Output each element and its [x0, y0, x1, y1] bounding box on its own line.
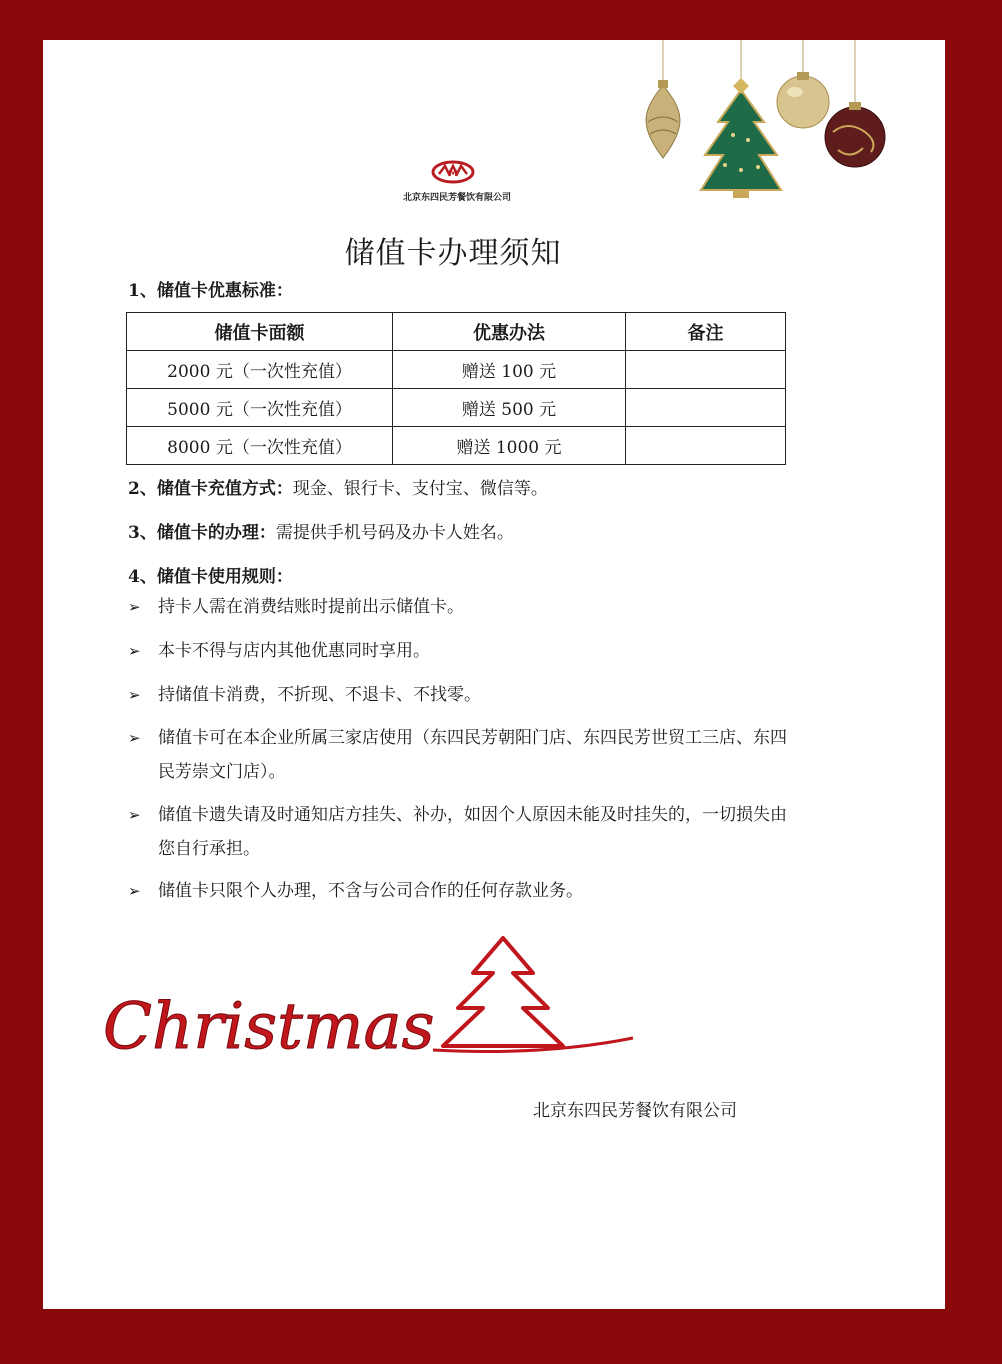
- section-2-text: 现金、银行卡、支付宝、微信等。: [292, 479, 548, 499]
- section-1-heading: 1、储值卡优惠标准：: [128, 281, 293, 301]
- amount-cell: 2000 元（一次性充值）: [127, 351, 393, 389]
- list-item: [128, 590, 788, 624]
- arrow-bullet-icon: ➢: [128, 642, 141, 660]
- amount-cell: 5000 元（一次性充值）: [127, 389, 393, 427]
- note-cell: [626, 427, 786, 465]
- logo-company-name: 北京东四民芳餐饮有限公司: [403, 193, 512, 203]
- restaurant-logo-icon: [431, 160, 475, 184]
- document-page: [43, 40, 945, 1309]
- note-cell: [626, 389, 786, 427]
- arrow-bullet-icon: ➢: [128, 686, 141, 704]
- arrow-bullet-icon: ➢: [128, 882, 141, 900]
- list-item: [128, 721, 788, 789]
- svg-text:M: M: [448, 169, 458, 179]
- rule-text: 储值卡可在本企业所属三家店使用（东四民芳朝阳门店、东四民芳世贸工三店、东四民芳崇文门店）。: [158, 728, 787, 782]
- rule-text: 持卡人需在消费结账时提前出示储值卡。: [158, 597, 464, 617]
- column-header-offer: 优惠办法: [393, 313, 626, 351]
- arrow-bullet-icon: ➢: [128, 598, 141, 616]
- page-title: 储值卡办理须知: [344, 236, 562, 271]
- table-row: [127, 351, 786, 389]
- list-item: [128, 634, 788, 668]
- footer-company-name: 北京东四民芳餐饮有限公司: [533, 1101, 737, 1121]
- section-3: [128, 518, 514, 543]
- christmas-ornaments-icon: [633, 40, 893, 210]
- arrow-bullet-icon: ➢: [128, 729, 141, 747]
- offer-cell: 赠送 1000 元: [393, 427, 626, 465]
- table-header-row: [127, 313, 786, 351]
- section-3-heading: 3、储值卡的办理：: [128, 523, 276, 543]
- christmas-ribbon-decoration: [73, 928, 643, 1078]
- list-item: [128, 798, 788, 866]
- list-item: [128, 874, 788, 908]
- rule-text: 储值卡只限个人办理，不含与公司合作的任何存款业务。: [158, 881, 583, 901]
- amount-cell: 8000 元（一次性充值）: [127, 427, 393, 465]
- arrow-bullet-icon: ➢: [128, 806, 141, 824]
- section-2-heading: 2、储值卡充值方式：: [128, 479, 293, 499]
- christmas-text: Christmas: [103, 990, 435, 1064]
- table-row: [127, 389, 786, 427]
- ribbon-tree-icon: [433, 938, 633, 1052]
- list-item: [128, 678, 788, 712]
- table-row: [127, 427, 786, 465]
- offer-cell: 赠送 100 元: [393, 351, 626, 389]
- column-header-note: 备注: [626, 313, 786, 351]
- column-header-amount: 储值卡面额: [127, 313, 393, 351]
- section-2: [128, 474, 548, 499]
- rule-text: 持储值卡消费，不折现、不退卡、不找零。: [158, 685, 481, 705]
- section-4-heading: 4、储值卡使用规则：: [128, 567, 293, 587]
- rule-text: 储值卡遗失请及时通知店方挂失、补办，如因个人原因未能及时挂失的，一切损失由您自行承担。: [158, 805, 787, 859]
- rule-text: 本卡不得与店内其他优惠同时享用。: [158, 641, 430, 661]
- section-3-text: 需提供手机号码及办卡人姓名。: [275, 523, 514, 543]
- company-logo: [403, 160, 512, 210]
- offer-cell: 赠送 500 元: [393, 389, 626, 427]
- discount-table: [126, 312, 786, 465]
- note-cell: [626, 351, 786, 389]
